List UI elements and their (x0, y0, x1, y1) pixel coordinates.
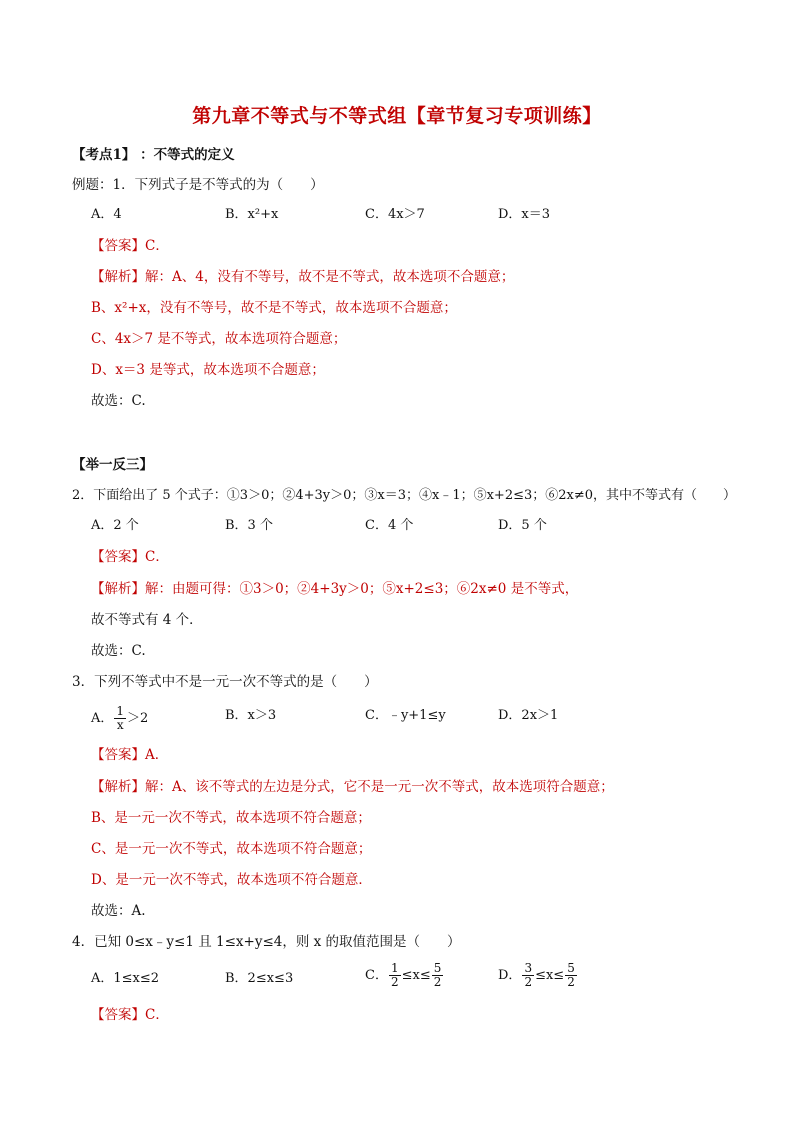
fraction (522, 962, 534, 989)
q3-analysis-1: 【解析】解：A、该不等式的左边是分式，它不是一元一次不等式，故本选项符合题意； (91, 779, 614, 795)
fraction-denominator: 2 (390, 975, 399, 989)
q3-option-b: B．x＞3 (225, 708, 277, 723)
kaodian-heading: 【考点1】 ：不等式的定义 (72, 147, 235, 163)
q3-analysis-2: B、是一元一次不等式，故本选项不符合题意； (91, 810, 371, 826)
q4-answer: 【答案】C． (91, 1007, 169, 1023)
q2-answer: 【答案】C． (91, 549, 169, 565)
q2-option-d: D．5 个 (498, 518, 547, 533)
q1-choose: 故选：C. (91, 393, 146, 409)
q3-option-a (91, 705, 148, 732)
q4-option-d-middle: ≤x≤ (535, 968, 565, 983)
q1-option-b: B．x²+x (225, 207, 279, 222)
section-heading: 【举一反三】 (72, 457, 153, 473)
q4-option-c-prefix: C． (365, 968, 388, 983)
fraction-numerator: 5 (433, 961, 442, 975)
q1-stem: 例题：1．下列式子是不等式的为（ ） (72, 177, 324, 193)
q2-option-c: C．4 个 (365, 518, 414, 533)
q3-option-a-suffix: ＞2 (127, 711, 149, 726)
q3-option-a-prefix: A． (91, 711, 114, 726)
q1-analysis-2: B、x²+x，没有不等号，故不是不等式，故本选项不合题意； (91, 300, 457, 316)
q2-stem: 2．下面给出了 5 个式子：①3＞0；②4+3y＞0；③x＝3；④x﹣1；⑤x+2≤3；⑥2x≠0，其中不等式有（ ） (72, 488, 737, 503)
fraction-denominator: 2 (524, 975, 533, 989)
q2-analysis-1: 【解析】解：由题可得：①3＞0；②4+3y＞0；⑤x+2≤3；⑥2x≠0 是不等式， (91, 581, 579, 597)
q2-option-a: A．2 个 (91, 518, 139, 533)
q4-option-c (365, 962, 444, 989)
q2-choose: 故选：C. (91, 643, 146, 659)
fraction-numerator: 1 (390, 961, 399, 975)
q1-option-d: D．x＝3 (498, 207, 551, 222)
q1-answer: 【答案】C． (91, 238, 169, 254)
q3-option-d: D．2x＞1 (498, 708, 559, 723)
q1-analysis-3: C、4x＞7 是不等式，故本选项符合题意； (91, 331, 347, 347)
q3-choose: 故选：A. (91, 903, 146, 919)
q1-analysis-4: D、x＝3 是等式，故本选项不合题意； (91, 362, 325, 378)
fraction-numerator: 3 (524, 961, 533, 975)
fraction-denominator: 2 (567, 975, 575, 989)
q2-analysis-2: 故不等式有 4 个． (91, 612, 203, 628)
fraction-numerator: 1 (116, 704, 125, 718)
q1-option-c: C．4x＞7 (365, 207, 425, 222)
q3-option-c: C．﹣y+1≤y (365, 708, 446, 723)
q3-stem: 3．下列不等式中不是一元一次不等式的是（ ） (72, 674, 378, 690)
q4-option-b: B．2≤x≤3 (225, 971, 294, 986)
q1-option-a: A．4 (91, 207, 122, 222)
q3-answer: 【答案】A． (91, 747, 169, 763)
fraction-denominator: x (116, 718, 124, 732)
q1-analysis-1: 【解析】解：A、4，没有不等号，故不是不等式，故本选项不合题意； (91, 269, 515, 285)
fraction (114, 705, 126, 732)
fraction (432, 962, 444, 989)
q4-option-d-prefix: D． (498, 968, 522, 983)
q3-analysis-3: C、是一元一次不等式，故本选项不符合题意； (91, 841, 372, 857)
fraction-numerator: 5 (567, 961, 575, 975)
fraction (565, 962, 577, 989)
q3-analysis-4: D、是一元一次不等式，故本选项不符合题意． (91, 872, 372, 888)
q4-option-d (498, 962, 578, 989)
q4-option-a: A．1≤x≤2 (91, 971, 160, 986)
fraction (389, 962, 401, 989)
page-title: 第九章不等式与不等式组【章节复习专项训练】 (192, 105, 602, 127)
q4-option-c-middle: ≤x≤ (401, 968, 431, 983)
q4-stem: 4．已知 0≤x﹣y≤1 且 1≤x+y≤4，则 x 的取值范围是（ ） (72, 934, 461, 950)
q2-option-b: B．3 个 (225, 518, 273, 533)
fraction-denominator: 2 (433, 975, 442, 989)
